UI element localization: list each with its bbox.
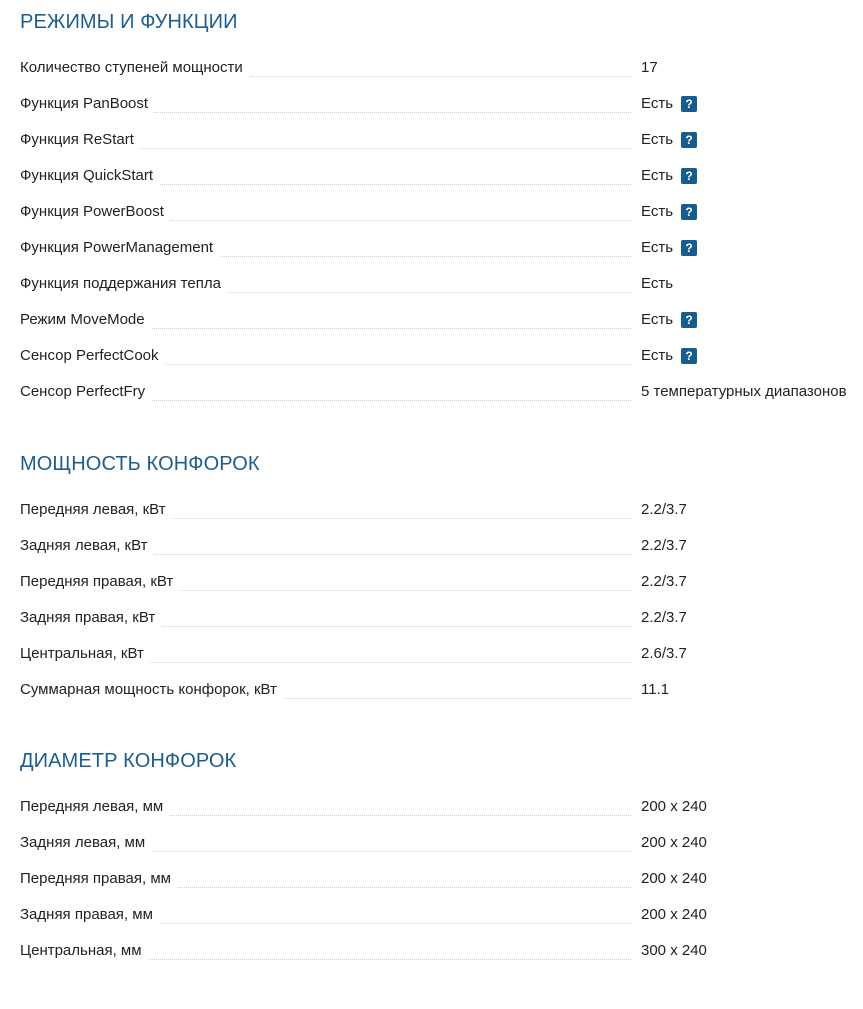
spec-value <box>641 59 658 77</box>
spec-value-text: Есть <box>641 167 674 184</box>
spec-value <box>641 537 687 555</box>
section-burner-diameter <box>20 749 863 969</box>
spec-row <box>20 564 863 600</box>
spec-value-text: 2.2/3.7 <box>641 573 687 590</box>
spec-value-text: Есть <box>641 311 674 328</box>
spec-row <box>20 86 863 122</box>
spec-row <box>20 266 863 302</box>
spec-list <box>20 492 863 708</box>
spec-value <box>641 870 707 888</box>
question-icon[interactable]: ? <box>681 132 697 148</box>
spec-label: Передняя левая, кВт <box>20 501 172 519</box>
spec-label: Задняя правая, мм <box>20 906 159 924</box>
spec-label: Функция PowerManagement <box>20 239 219 257</box>
spec-value <box>641 311 697 329</box>
spec-row <box>20 302 863 338</box>
spec-label: Центральная, кВт <box>20 645 150 663</box>
spec-list <box>20 50 863 410</box>
spec-value <box>641 573 687 591</box>
question-icon[interactable]: ? <box>681 348 697 364</box>
spec-row <box>20 374 863 410</box>
spec-label: Режим MoveMode <box>20 311 151 329</box>
spec-value <box>641 798 707 816</box>
spec-label: Функция QuickStart <box>20 167 159 185</box>
spec-value <box>641 95 697 113</box>
spec-label: Передняя левая, мм <box>20 798 169 816</box>
spec-label: Функция PanBoost <box>20 95 154 113</box>
spec-row <box>20 897 863 933</box>
spec-label: Задняя правая, кВт <box>20 609 161 627</box>
spec-value-text: 5 температурных диапазонов <box>641 383 847 400</box>
spec-value-text: 200 x 240 <box>641 906 707 923</box>
spec-row <box>20 861 863 897</box>
spec-value-text: Есть <box>641 347 674 364</box>
spec-label: Передняя правая, мм <box>20 870 177 888</box>
spec-value-text: 200 x 240 <box>641 870 707 887</box>
spec-label: Количество ступеней мощности <box>20 59 249 77</box>
spec-row <box>20 194 863 230</box>
spec-value <box>641 167 697 185</box>
spec-label: Функция ReStart <box>20 131 140 149</box>
question-icon[interactable]: ? <box>681 204 697 220</box>
spec-value <box>641 906 707 924</box>
spec-label: Задняя левая, мм <box>20 834 151 852</box>
spec-value-text: 200 x 240 <box>641 834 707 851</box>
spec-label: Функция поддержания тепла <box>20 275 227 293</box>
spec-row <box>20 122 863 158</box>
spec-value <box>641 834 707 852</box>
section-burner-power <box>20 452 863 708</box>
spec-label: Задняя левая, кВт <box>20 537 154 555</box>
spec-value-text: 2.2/3.7 <box>641 537 687 554</box>
spec-row <box>20 230 863 266</box>
spec-value-text: 2.2/3.7 <box>641 501 687 518</box>
spec-row <box>20 636 863 672</box>
spec-value-text: Есть <box>641 95 674 112</box>
spec-row <box>20 50 863 86</box>
section-title: РЕЖИМЫ И ФУНКЦИИ <box>20 11 238 33</box>
spec-row <box>20 672 863 708</box>
spec-list <box>20 789 863 969</box>
spec-row <box>20 933 863 969</box>
spec-label: Суммарная мощность конфорок, кВт <box>20 681 283 699</box>
spec-value-text: 2.6/3.7 <box>641 645 687 662</box>
spec-value-text: Есть <box>641 203 674 220</box>
spec-label: Передняя правая, кВт <box>20 573 179 591</box>
spec-value-text: 17 <box>641 59 658 76</box>
spec-value <box>641 347 697 365</box>
spec-label: Сенсор PerfectCook <box>20 347 165 365</box>
section-title: ДИАМЕТР КОНФОРОК <box>20 750 237 772</box>
spec-row <box>20 158 863 194</box>
spec-value <box>641 501 687 519</box>
spec-value-text: Есть <box>641 131 674 148</box>
spec-value <box>641 203 697 221</box>
spec-row <box>20 338 863 374</box>
spec-value-text: 200 x 240 <box>641 798 707 815</box>
spec-row <box>20 492 863 528</box>
section-modes-functions <box>20 10 863 410</box>
section-title: МОЩНОСТЬ КОНФОРОК <box>20 453 260 475</box>
spec-value <box>641 645 687 663</box>
question-icon[interactable]: ? <box>681 96 697 112</box>
spec-value <box>641 942 707 960</box>
spec-value <box>641 239 697 257</box>
spec-label: Сенсор PerfectFry <box>20 383 151 401</box>
spec-value-text: Есть <box>641 275 674 292</box>
spec-value-text: Есть <box>641 239 674 256</box>
spec-value <box>641 131 697 149</box>
spec-row <box>20 600 863 636</box>
spec-row <box>20 528 863 564</box>
spec-value <box>641 383 847 401</box>
spec-row <box>20 789 863 825</box>
spec-row <box>20 825 863 861</box>
spec-value-text: 2.2/3.7 <box>641 609 687 626</box>
spec-label: Функция PowerBoost <box>20 203 170 221</box>
question-icon[interactable]: ? <box>681 240 697 256</box>
spec-value-text: 300 x 240 <box>641 942 707 959</box>
spec-value <box>641 609 687 627</box>
question-icon[interactable]: ? <box>681 312 697 328</box>
spec-label: Центральная, мм <box>20 942 148 960</box>
spec-value <box>641 681 669 699</box>
spec-value <box>641 275 673 293</box>
spec-value-text: 11.1 <box>641 681 670 698</box>
question-icon[interactable]: ? <box>681 168 697 184</box>
